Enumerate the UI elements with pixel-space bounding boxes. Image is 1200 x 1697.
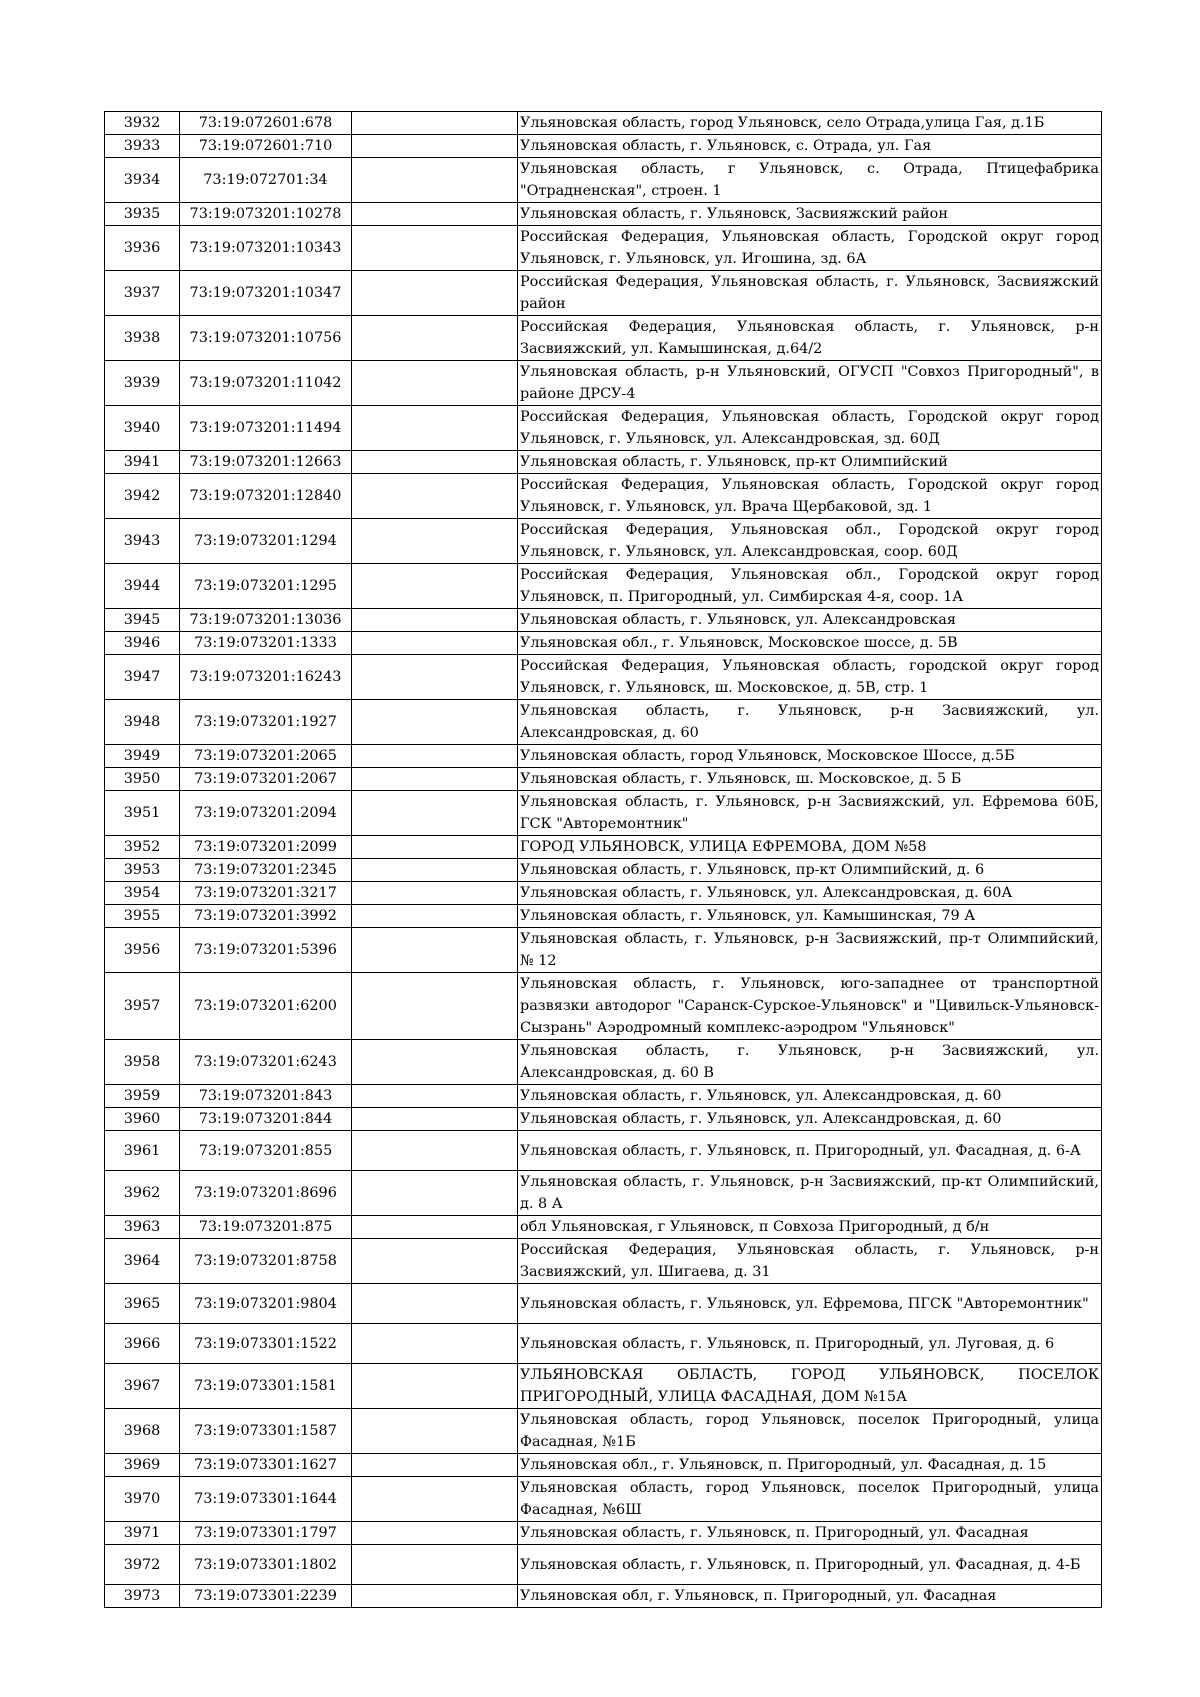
- address: Ульяновская область, г. Ульяновск, ул. Александровская, д. 60: [518, 1085, 1102, 1108]
- cadastral-number: 73:19:072601:678: [180, 112, 352, 135]
- address: Ульяновская область, г. Ульяновск, ул. Камышинская, 79 А: [518, 905, 1102, 928]
- address: УЛЬЯНОВСКАЯ ОБЛАСТЬ, ГОРОД УЛЬЯНОВСК, ПОСЕЛОК ПРИГОРОДНЫЙ, УЛИЦА ФАСАДНАЯ, ДОМ №15А: [518, 1364, 1102, 1409]
- address: Ульяновская область, г. Ульяновск, с. Отрада, ул. Гая: [518, 135, 1102, 158]
- address: Ульяновская область, г. Ульяновск, ш. Московское, д. 5 Б: [518, 768, 1102, 791]
- cadastral-number: 73:19:073201:12840: [180, 474, 352, 519]
- table-row: [105, 1477, 1102, 1522]
- row-number: 3958: [105, 1040, 180, 1085]
- address: Ульяновская область, г. Ульяновск, п. Пригородный, ул. Фасадная, д. 4-Б: [518, 1545, 1102, 1585]
- row-number: 3950: [105, 768, 180, 791]
- row-number: 3933: [105, 135, 180, 158]
- table-row: [105, 1040, 1102, 1085]
- table-row: [105, 1131, 1102, 1171]
- cadastral-number: 73:19:073201:6243: [180, 1040, 352, 1085]
- address: Ульяновская область, г. Ульяновск, р-н Засвияжский, ул. Александровская, д. 60 В: [518, 1040, 1102, 1085]
- address: Ульяновская обл., г. Ульяновск, Московское шоссе, д. 5В: [518, 632, 1102, 655]
- row-number: 3941: [105, 451, 180, 474]
- address: Ульяновская область, г Ульяновск, с. Отрада, Птицефабрика "Отрадненская", строен. 1: [518, 158, 1102, 203]
- cadastral-number: 73:19:073201:875: [180, 1216, 352, 1239]
- row-number: 3936: [105, 226, 180, 271]
- empty-cell: [352, 882, 518, 905]
- address: Ульяновская область, город Ульяновск, село Отрада,улица Гая, д.1Б: [518, 112, 1102, 135]
- table-row: [105, 928, 1102, 973]
- address: Российская Федерация, Ульяновская область, Городской округ город Ульяновск, г. Ульяновск, ул. Игошина, зд. 6А: [518, 226, 1102, 271]
- property-registry-table: [104, 111, 1102, 1608]
- cadastral-number: 73:19:073301:1644: [180, 1477, 352, 1522]
- empty-cell: [352, 791, 518, 836]
- cadastral-number: 73:19:073201:1295: [180, 564, 352, 609]
- table-row: [105, 882, 1102, 905]
- cadastral-number: 73:19:073201:2065: [180, 745, 352, 768]
- cadastral-number: 73:19:073201:13036: [180, 609, 352, 632]
- table-row: [105, 135, 1102, 158]
- cadastral-number: 73:19:073201:8758: [180, 1239, 352, 1284]
- cadastral-number: 73:19:073301:1627: [180, 1454, 352, 1477]
- table-row: [105, 1454, 1102, 1477]
- table-row: [105, 361, 1102, 406]
- cadastral-number: 73:19:073301:1802: [180, 1545, 352, 1585]
- row-number: 3965: [105, 1284, 180, 1324]
- address: Ульяновская область, г. Ульяновск, пр-кт Олимпийский, д. 6: [518, 859, 1102, 882]
- empty-cell: [352, 1284, 518, 1324]
- empty-cell: [352, 519, 518, 564]
- cadastral-number: 73:19:073201:1294: [180, 519, 352, 564]
- cadastral-number: 73:19:073201:855: [180, 1131, 352, 1171]
- address: Российская Федерация, Ульяновская обл., Городской округ город Ульяновск, п. Пригородный, ул. Симбирская 4-я, соор. 1А: [518, 564, 1102, 609]
- table-row: [105, 700, 1102, 745]
- table-row: [105, 905, 1102, 928]
- address: Ульяновская область, город Ульяновск, поселок Пригородный, улица Фасадная, №6Ш: [518, 1477, 1102, 1522]
- cadastral-number: 73:19:073201:11494: [180, 406, 352, 451]
- row-number: 3968: [105, 1409, 180, 1454]
- empty-cell: [352, 1364, 518, 1409]
- table-row: [105, 745, 1102, 768]
- address: Российская Федерация, Ульяновская область, г. Ульяновск, Засвияжский район: [518, 271, 1102, 316]
- row-number: 3949: [105, 745, 180, 768]
- row-number: 3962: [105, 1171, 180, 1216]
- address: Ульяновская область, г. Ульяновск, ул. Александровская, д. 60: [518, 1108, 1102, 1131]
- table-row: [105, 973, 1102, 1040]
- address: Ульяновская область, г. Ульяновск, пр-кт Олимпийский: [518, 451, 1102, 474]
- cadastral-number: 73:19:073201:10343: [180, 226, 352, 271]
- empty-cell: [352, 700, 518, 745]
- address: Ульяновская область, город Ульяновск, Московское Шоссе, д.5Б: [518, 745, 1102, 768]
- cadastral-number: 73:19:073201:11042: [180, 361, 352, 406]
- row-number: 3943: [105, 519, 180, 564]
- row-number: 3952: [105, 836, 180, 859]
- address: Ульяновская область, г. Ульяновск, р-н Засвияжский, ул. Ефремова 60Б, ГСК "Авторемонтник": [518, 791, 1102, 836]
- empty-cell: [352, 564, 518, 609]
- empty-cell: [352, 632, 518, 655]
- empty-cell: [352, 1454, 518, 1477]
- empty-cell: [352, 451, 518, 474]
- table-row: [105, 203, 1102, 226]
- table-row: [105, 1284, 1102, 1324]
- address: Ульяновская область, г. Ульяновск, ул. Александровская: [518, 609, 1102, 632]
- cadastral-number: 73:19:073301:1587: [180, 1409, 352, 1454]
- table-row: [105, 1545, 1102, 1585]
- row-number: 3961: [105, 1131, 180, 1171]
- empty-cell: [352, 1040, 518, 1085]
- table-row: [105, 226, 1102, 271]
- cadastral-number: 73:19:073201:1927: [180, 700, 352, 745]
- row-number: 3939: [105, 361, 180, 406]
- table-row: [105, 451, 1102, 474]
- row-number: 3932: [105, 112, 180, 135]
- cadastral-number: 73:19:073201:12663: [180, 451, 352, 474]
- table-row: [105, 316, 1102, 361]
- cadastral-number: 73:19:073301:2239: [180, 1585, 352, 1608]
- empty-cell: [352, 768, 518, 791]
- cadastral-number: 73:19:073201:3992: [180, 905, 352, 928]
- cadastral-number: 73:19:073201:8696: [180, 1171, 352, 1216]
- address: Ульяновская область, г. Ульяновск, р-н Засвияжский, пр-т Олимпийский, № 12: [518, 928, 1102, 973]
- address: обл Ульяновская, г Ульяновск, п Совхоза Пригородный, д б/н: [518, 1216, 1102, 1239]
- cadastral-number: 73:19:073201:10278: [180, 203, 352, 226]
- row-number: 3946: [105, 632, 180, 655]
- row-number: 3940: [105, 406, 180, 451]
- row-number: 3969: [105, 1454, 180, 1477]
- table-row: [105, 564, 1102, 609]
- cadastral-number: 73:19:073201:2099: [180, 836, 352, 859]
- table-row: [105, 112, 1102, 135]
- empty-cell: [352, 745, 518, 768]
- address: ГОРОД УЛЬЯНОВСК, УЛИЦА ЕФРЕМОВА, ДОМ №58: [518, 836, 1102, 859]
- empty-cell: [352, 859, 518, 882]
- empty-cell: [352, 1409, 518, 1454]
- row-number: 3951: [105, 791, 180, 836]
- table-row: [105, 1409, 1102, 1454]
- address: Ульяновская область, г. Ульяновск, Засвияжский район: [518, 203, 1102, 226]
- empty-cell: [352, 973, 518, 1040]
- empty-cell: [352, 271, 518, 316]
- row-number: 3963: [105, 1216, 180, 1239]
- address: Российская Федерация, Ульяновская область, Городской округ город Ульяновск, г. Ульяновск, ул. Врача Щербаковой, зд. 1: [518, 474, 1102, 519]
- empty-cell: [352, 928, 518, 973]
- row-number: 3948: [105, 700, 180, 745]
- address: Ульяновская область, г. Ульяновск, р-н Засвияжский, ул. Александровская, д. 60: [518, 700, 1102, 745]
- empty-cell: [352, 1522, 518, 1545]
- table-row: [105, 1216, 1102, 1239]
- row-number: 3937: [105, 271, 180, 316]
- address: Ульяновская область, г. Ульяновск, юго-западнее от транспортной развязки автодорог "Саранск-Сурское-Ульяновск" и "Цивильск-Ульяновск-Сызрань" Аэродромный комплекс-аэродром "Ульяновск": [518, 973, 1102, 1040]
- row-number: 3960: [105, 1108, 180, 1131]
- address: Российская Федерация, Ульяновская область, Городской округ город Ульяновск, г. Ульяновск, ул. Александровская, зд. 60Д: [518, 406, 1102, 451]
- empty-cell: [352, 112, 518, 135]
- row-number: 3964: [105, 1239, 180, 1284]
- table-row: [105, 158, 1102, 203]
- row-number: 3947: [105, 655, 180, 700]
- address: Ульяновская область, г. Ульяновск, п. Пригородный, ул. Фасадная, д. 6-А: [518, 1131, 1102, 1171]
- table-row: [105, 1171, 1102, 1216]
- row-number: 3971: [105, 1522, 180, 1545]
- table-row: [105, 474, 1102, 519]
- table-row: [105, 768, 1102, 791]
- cadastral-number: 73:19:073301:1797: [180, 1522, 352, 1545]
- row-number: 3935: [105, 203, 180, 226]
- empty-cell: [352, 836, 518, 859]
- row-number: 3973: [105, 1585, 180, 1608]
- empty-cell: [352, 361, 518, 406]
- table-row: [105, 406, 1102, 451]
- row-number: 3944: [105, 564, 180, 609]
- address: Ульяновская область, г. Ульяновск, р-н Засвияжский, пр-кт Олимпийский, д. 8 А: [518, 1171, 1102, 1216]
- address: Ульяновская область, г. Ульяновск, п. Пригородный, ул. Луговая, д. 6: [518, 1324, 1102, 1364]
- empty-cell: [352, 1545, 518, 1585]
- address: Ульяновская обл, г. Ульяновск, п. Пригородный, ул. Фасадная: [518, 1585, 1102, 1608]
- row-number: 3934: [105, 158, 180, 203]
- cadastral-number: 73:19:073201:844: [180, 1108, 352, 1131]
- address: Ульяновская область, город Ульяновск, поселок Пригородный, улица Фасадная, №1Б: [518, 1409, 1102, 1454]
- table-row: [105, 791, 1102, 836]
- address: Российская Федерация, Ульяновская область, г. Ульяновск, р-н Засвияжский, ул. Камышинская, д.64/2: [518, 316, 1102, 361]
- address: Ульяновская область, р-н Ульяновский, ОГУСП "Совхоз Пригородный", в районе ДРСУ-4: [518, 361, 1102, 406]
- cadastral-number: 73:19:073201:2345: [180, 859, 352, 882]
- empty-cell: [352, 609, 518, 632]
- empty-cell: [352, 1324, 518, 1364]
- address: Ульяновская область, г. Ульяновск, ул. Александровская, д. 60А: [518, 882, 1102, 905]
- cadastral-number: 73:19:073301:1581: [180, 1364, 352, 1409]
- empty-cell: [352, 1239, 518, 1284]
- cadastral-number: 73:19:073201:10347: [180, 271, 352, 316]
- table-row: [105, 271, 1102, 316]
- table-row: [105, 1364, 1102, 1409]
- table-row: [105, 859, 1102, 882]
- cadastral-number: 73:19:072601:710: [180, 135, 352, 158]
- cadastral-number: 73:19:073201:5396: [180, 928, 352, 973]
- table-row: [105, 1239, 1102, 1284]
- table-row: [105, 632, 1102, 655]
- row-number: 3938: [105, 316, 180, 361]
- address: Ульяновская область, г. Ульяновск, ул. Ефремова, ПГСК "Авторемонтник": [518, 1284, 1102, 1324]
- cadastral-number: 73:19:073201:2067: [180, 768, 352, 791]
- row-number: 3970: [105, 1477, 180, 1522]
- cadastral-number: 73:19:072701:34: [180, 158, 352, 203]
- row-number: 3959: [105, 1085, 180, 1108]
- empty-cell: [352, 1216, 518, 1239]
- cadastral-number: 73:19:073201:843: [180, 1085, 352, 1108]
- table-row: [105, 655, 1102, 700]
- table-row: [105, 1585, 1102, 1608]
- row-number: 3945: [105, 609, 180, 632]
- empty-cell: [352, 1585, 518, 1608]
- empty-cell: [352, 474, 518, 519]
- empty-cell: [352, 1477, 518, 1522]
- table-row: [105, 1324, 1102, 1364]
- row-number: 3954: [105, 882, 180, 905]
- table-body: [105, 112, 1102, 1608]
- address: Российская Федерация, Ульяновская область, г. Ульяновск, р-н Засвияжский, ул. Шигаева, д. 31: [518, 1239, 1102, 1284]
- empty-cell: [352, 905, 518, 928]
- address: Российская Федерация, Ульяновская область, городской округ город Ульяновск, г. Ульяновск, ш. Московское, д. 5В, стр. 1: [518, 655, 1102, 700]
- row-number: 3966: [105, 1324, 180, 1364]
- row-number: 3957: [105, 973, 180, 1040]
- table-row: [105, 1522, 1102, 1545]
- empty-cell: [352, 1171, 518, 1216]
- empty-cell: [352, 1085, 518, 1108]
- cadastral-number: 73:19:073201:16243: [180, 655, 352, 700]
- address: Ульяновская обл., г. Ульяновск, п. Пригородный, ул. Фасадная, д. 15: [518, 1454, 1102, 1477]
- empty-cell: [352, 1108, 518, 1131]
- table-row: [105, 519, 1102, 564]
- table-row: [105, 1108, 1102, 1131]
- empty-cell: [352, 1131, 518, 1171]
- cadastral-number: 73:19:073201:1333: [180, 632, 352, 655]
- cadastral-number: 73:19:073201:10756: [180, 316, 352, 361]
- table-row: [105, 609, 1102, 632]
- row-number: 3956: [105, 928, 180, 973]
- empty-cell: [352, 316, 518, 361]
- cadastral-number: 73:19:073201:6200: [180, 973, 352, 1040]
- row-number: 3953: [105, 859, 180, 882]
- empty-cell: [352, 655, 518, 700]
- cadastral-number: 73:19:073301:1522: [180, 1324, 352, 1364]
- empty-cell: [352, 226, 518, 271]
- row-number: 3955: [105, 905, 180, 928]
- empty-cell: [352, 203, 518, 226]
- address: Ульяновская область, г. Ульяновск, п. Пригородный, ул. Фасадная: [518, 1522, 1102, 1545]
- cadastral-number: 73:19:073201:3217: [180, 882, 352, 905]
- address: Российская Федерация, Ульяновская обл., Городской округ город Ульяновск, г. Ульяновск, ул. Александровская, соор. 60Д: [518, 519, 1102, 564]
- empty-cell: [352, 158, 518, 203]
- cadastral-number: 73:19:073201:9804: [180, 1284, 352, 1324]
- cadastral-number: 73:19:073201:2094: [180, 791, 352, 836]
- row-number: 3972: [105, 1545, 180, 1585]
- empty-cell: [352, 406, 518, 451]
- empty-cell: [352, 135, 518, 158]
- row-number: 3967: [105, 1364, 180, 1409]
- table-row: [105, 836, 1102, 859]
- table-row: [105, 1085, 1102, 1108]
- row-number: 3942: [105, 474, 180, 519]
